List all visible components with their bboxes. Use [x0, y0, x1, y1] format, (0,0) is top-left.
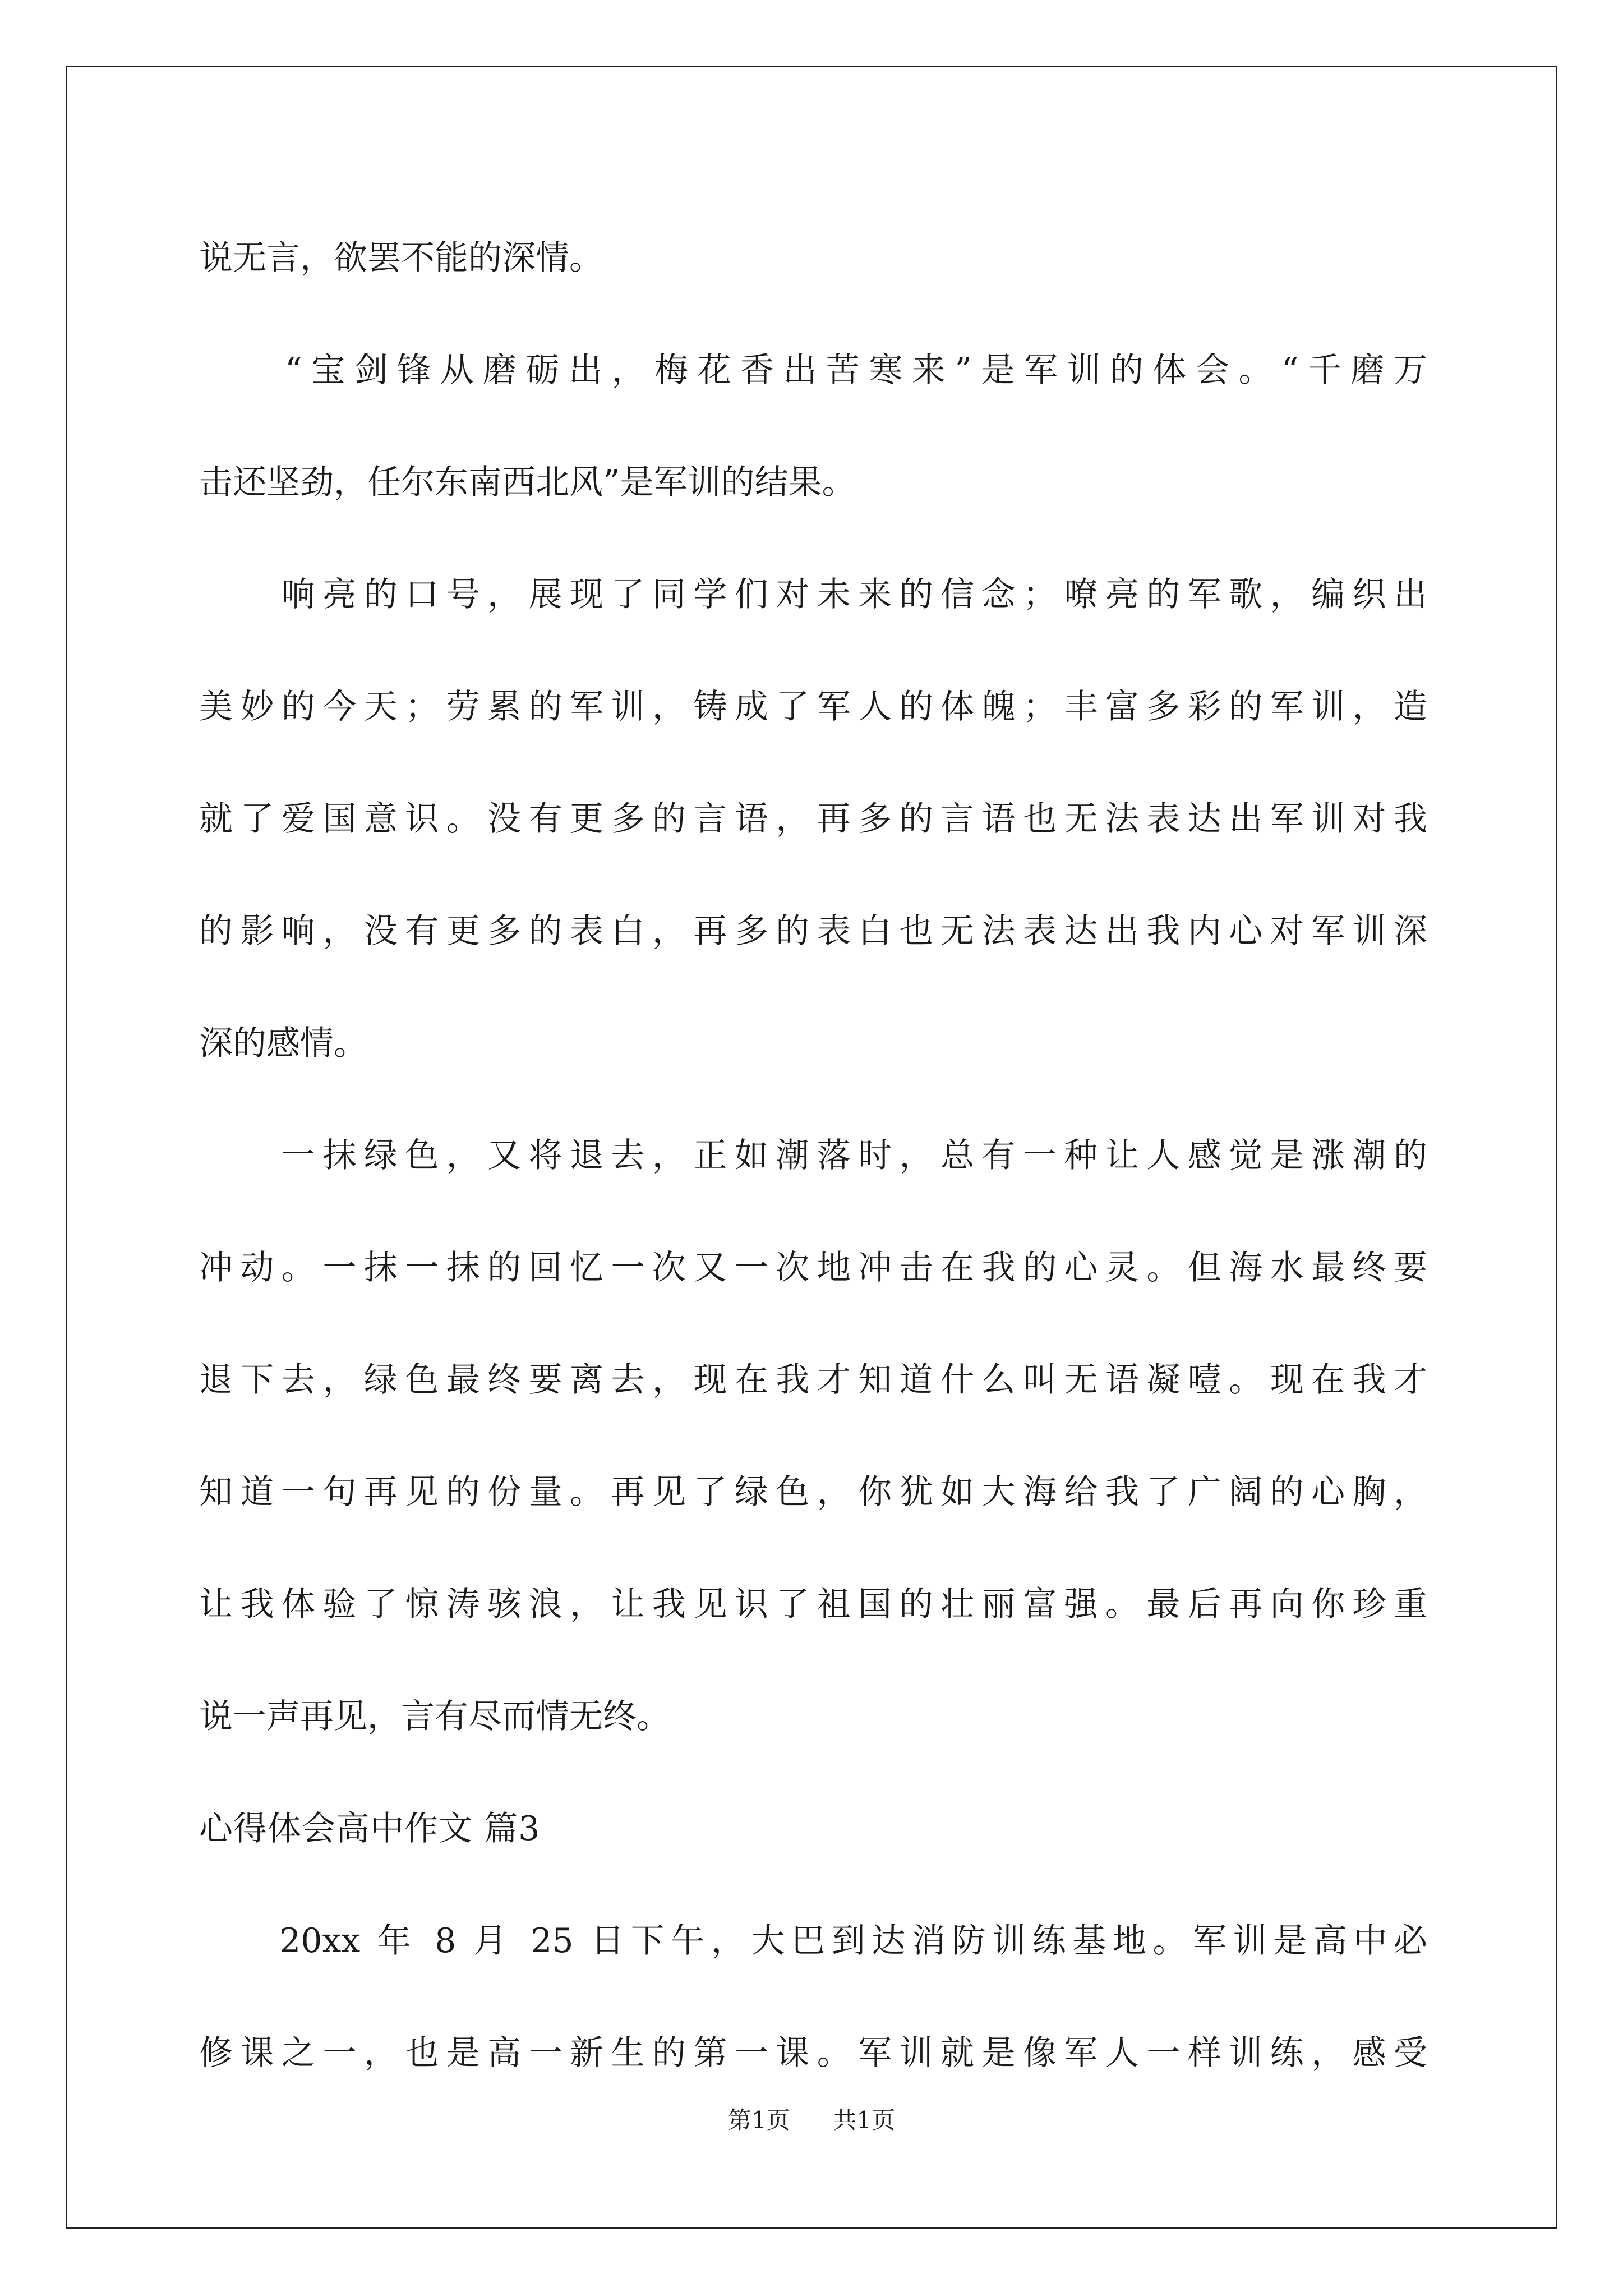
text-line: 美妙的今天；劳累的军训，铸成了军人的体魄；丰富多彩的军训，造: [199, 687, 1427, 726]
page-footer: [0, 2104, 1623, 2137]
text-line: 响亮的口号，展现了同学们对未来的信念；嘹亮的军歌，编织出: [199, 575, 1427, 614]
text-line: 说一声再见，言有尽而情无终。: [199, 1697, 670, 1736]
text-line: 退下去，绿色最终要离去，现在我才知道什么叫无语凝噎。现在我才: [199, 1360, 1427, 1400]
section-heading: 心得体会高中作文 篇3: [199, 1809, 541, 1848]
text-line: 一抹绿色，又将退去，正如潮落时，总有一种让人感觉是涨潮的: [199, 1136, 1427, 1175]
page-number: 第1页: [727, 2106, 790, 2134]
text-line: 就了爱国意识。没有更多的言语，再多的言语也无法表达出军训对我: [199, 799, 1427, 839]
text-line: 修课之一，也是高一新生的第一课。军训就是像军人一样训练，感受: [199, 2033, 1427, 2073]
page-total: 共1页: [833, 2106, 896, 2134]
text-line: 20xx 年 8 月 25 日下午，大巴到达消防训练基地。军训是高中必: [199, 1921, 1427, 1961]
text-line: 的影响，没有更多的表白，再多的表白也无法表达出我内心对军训深: [199, 912, 1427, 951]
text-line: “宝剑锋从磨砺出，梅花香出苦寒来”是军训的体会。“千磨万: [199, 351, 1427, 390]
text-line: 击还坚劲，任尔东南西北风”是军训的结果。: [199, 463, 856, 502]
text-line: 冲动。一抹一抹的回忆一次又一次地冲击在我的心灵。但海水最终要: [199, 1248, 1427, 1287]
text-line: 让我体验了惊涛骇浪，让我见识了祖国的壮丽富强。最后再向你珍重: [199, 1585, 1427, 1624]
text-line: 说无言，欲罢不能的深情。: [199, 238, 603, 278]
text-line: 知道一句再见的份量。再见了绿色，你犹如大海给我了广阔的心胸，: [199, 1473, 1427, 1512]
text-line: 深的感情。: [199, 1024, 367, 1063]
document-body: [199, 202, 1427, 2109]
